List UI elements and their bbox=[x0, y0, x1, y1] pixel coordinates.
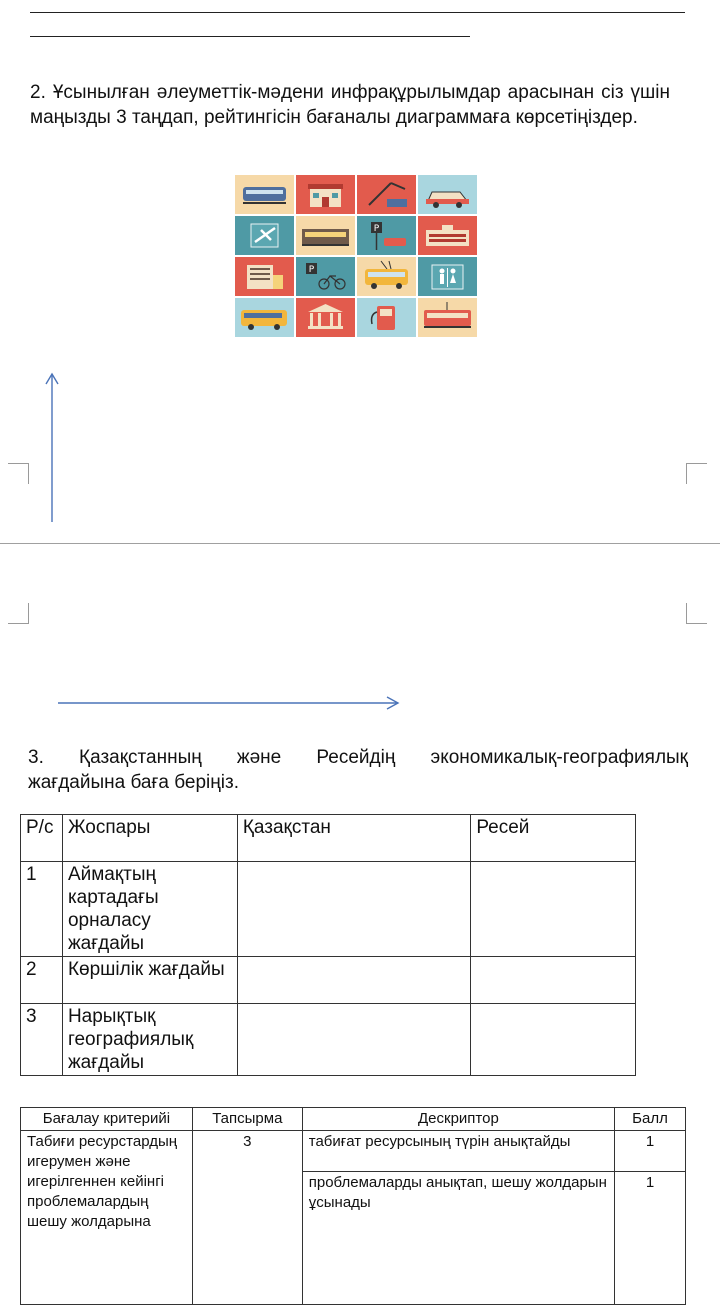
row-kazakhstan-cell[interactable] bbox=[237, 862, 471, 957]
score-cell: 1 bbox=[615, 1131, 686, 1172]
page-corner-mark bbox=[686, 463, 707, 484]
table-row bbox=[21, 957, 636, 1004]
tram-icon bbox=[296, 216, 355, 255]
page-corner-mark bbox=[8, 463, 29, 484]
criterion-cell: Табиғи ресурстардың игерумен және игерілгеннен кейінгі проблемалардың шешу жолдарына bbox=[21, 1131, 193, 1305]
page-break bbox=[0, 543, 720, 544]
score-cell: 1 bbox=[615, 1172, 686, 1305]
train-icon bbox=[235, 175, 294, 214]
row-russia-cell[interactable] bbox=[471, 862, 636, 957]
bike-parking-icon bbox=[296, 257, 355, 296]
svg-text:P: P bbox=[373, 224, 380, 234]
header-russia: Ресей bbox=[471, 815, 636, 862]
restroom-icon bbox=[418, 257, 477, 296]
header-score: Балл bbox=[615, 1108, 686, 1131]
table-header-row bbox=[21, 815, 636, 862]
store-icon bbox=[296, 175, 355, 214]
header-num: Р/с bbox=[21, 815, 63, 862]
car-icon bbox=[418, 175, 477, 214]
tram-car-icon bbox=[418, 298, 477, 337]
row-russia-cell[interactable] bbox=[471, 957, 636, 1004]
y-axis-arrow bbox=[42, 372, 62, 524]
descriptor-cell: табиғат ресурсының түрін анықтайды bbox=[302, 1131, 614, 1172]
table-row bbox=[21, 1131, 686, 1172]
task-cell: 3 bbox=[192, 1131, 302, 1305]
answer-line-2 bbox=[30, 36, 470, 37]
question-3-text-cont: жағдайына баға беріңіз. bbox=[28, 772, 239, 793]
row-plan: Нарықтық географиялық жағдайы bbox=[62, 1004, 237, 1076]
bus-icon bbox=[235, 298, 294, 337]
svg-text:P: P bbox=[308, 265, 315, 275]
row-kazakhstan-cell[interactable] bbox=[237, 957, 471, 1004]
answer-line-1 bbox=[30, 12, 685, 13]
header-task: Тапсырма bbox=[192, 1108, 302, 1131]
row-num: 3 bbox=[21, 1004, 63, 1076]
row-plan: Көршілік жағдайы bbox=[62, 957, 237, 1004]
building-icon bbox=[418, 216, 477, 255]
descriptor-cell: проблемаларды анықтап, шешу жолдарын ұсынады bbox=[302, 1172, 614, 1305]
row-plan: Аймақтың картадағы орналасу жағдайы bbox=[62, 862, 237, 957]
question-2-text: 2. Ұсынылған әлеуметтік-мәдени инфрақұрылымдар арасынан сіз үшін маңызды 3 таңдап, рейтингісін бағаналы диаграммаға көрсетіңіздер. bbox=[30, 82, 670, 128]
infrastructure-icon-grid bbox=[235, 175, 479, 337]
fuel-icon bbox=[357, 298, 416, 337]
x-axis-arrow bbox=[56, 693, 402, 713]
row-russia-cell[interactable] bbox=[471, 1004, 636, 1076]
page-corner-mark bbox=[8, 603, 29, 624]
crane-icon bbox=[357, 175, 416, 214]
row-num: 2 bbox=[21, 957, 63, 1004]
apartment-icon bbox=[235, 257, 294, 296]
table-header-row bbox=[21, 1108, 686, 1131]
row-num: 1 bbox=[21, 862, 63, 957]
header-descriptor: Дескриптор bbox=[302, 1108, 614, 1131]
table-row bbox=[21, 1004, 636, 1076]
table-row bbox=[21, 862, 636, 957]
comparison-table bbox=[20, 814, 636, 1076]
header-criterion: Бағалау критерийі bbox=[21, 1108, 193, 1131]
header-plan: Жоспары bbox=[62, 815, 237, 862]
assessment-table bbox=[20, 1107, 686, 1305]
question-3-text: 3. Қазақстанның және Ресейдің экономикалық-географиялық bbox=[28, 747, 688, 768]
airplane-icon bbox=[235, 216, 294, 255]
trolleybus-icon bbox=[357, 257, 416, 296]
row-kazakhstan-cell[interactable] bbox=[237, 1004, 471, 1076]
museum-icon bbox=[296, 298, 355, 337]
header-kazakhstan: Қазақстан bbox=[237, 815, 471, 862]
parking-icon bbox=[357, 216, 416, 255]
page-corner-mark bbox=[686, 603, 707, 624]
